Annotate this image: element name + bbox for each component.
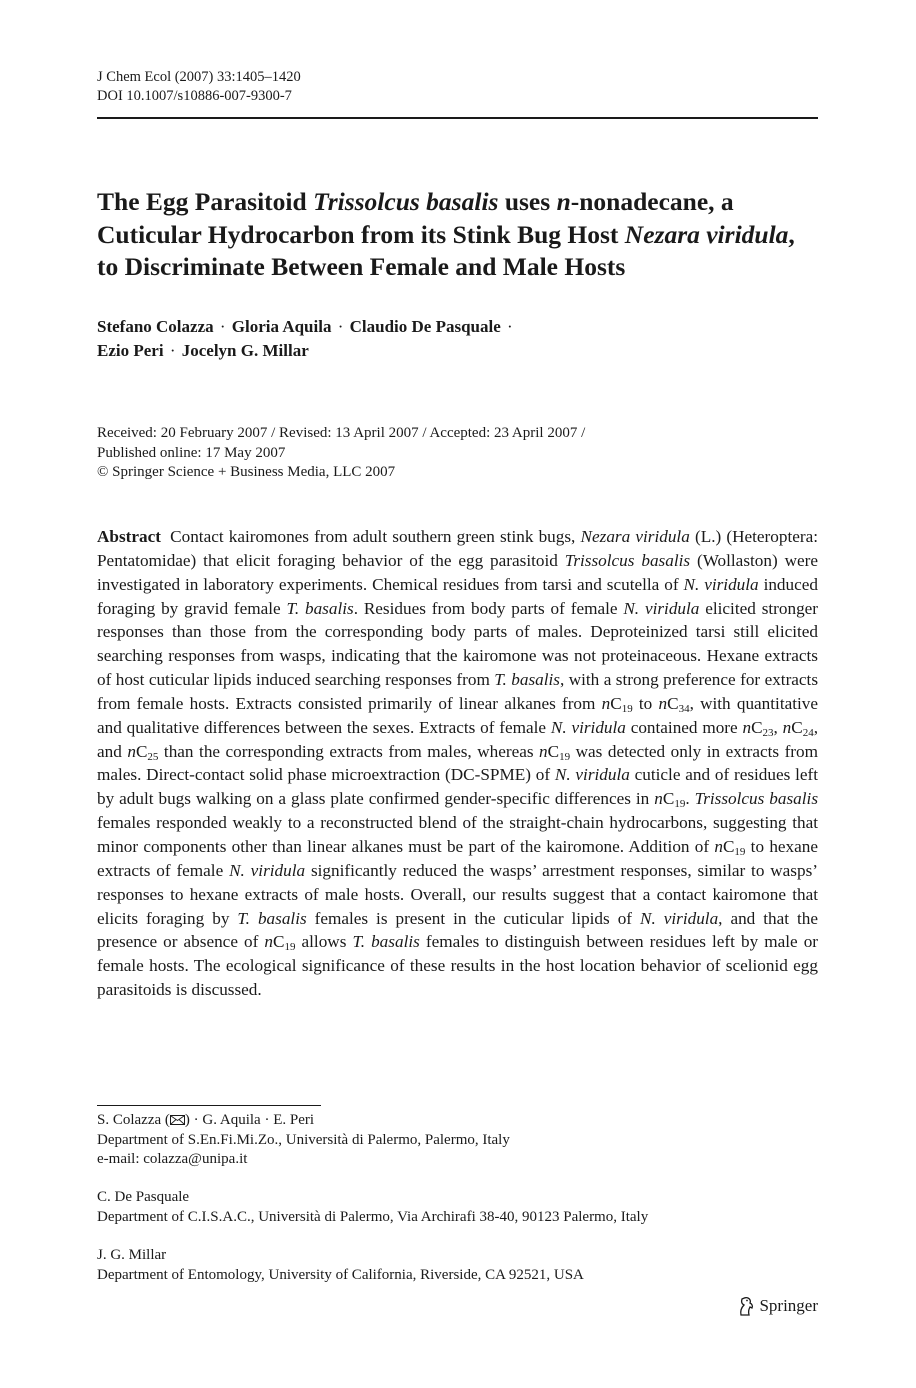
affiliation-block [97,1188,648,1227]
author-separator: · [507,317,513,336]
author-name: Ezio Peri [97,341,164,360]
article-title: The Egg Parasitoid Trissolcus basalis uses n-nonadecane, a Cuticular Hydrocarbon from its Stink Bug Host Nezara viridula, to Discriminate Between Female and Male Hosts [97,187,795,281]
author-separator: · [219,317,226,336]
affiliation-names: J. G. Millar [97,1247,167,1263]
author-separator: · [169,341,176,360]
affiliation-block [97,1246,584,1285]
affiliation-names: S. Colazza ( ) · G. Aquila · E. Peri [97,1112,315,1128]
publisher-logo [737,1296,818,1316]
affiliation-department: Department of S.En.Fi.Mi.Zo., Università di Palermo, Palermo, Italy [97,1131,510,1148]
abstract-heading: Abstract [97,527,161,546]
publisher-name: Springer [759,1296,818,1315]
copyright-line: © Springer Science + Business Media, LLC 2007 [97,464,396,480]
affiliation-block [97,1111,510,1170]
author-name: Jocelyn G. Millar [181,341,309,360]
author-separator: · [337,317,344,336]
journal-citation: J Chem Ecol (2007) 33:1405–1420 [97,69,301,85]
author-name: Gloria Aquila [231,317,332,336]
affiliation-names: C. De Pasquale [97,1189,190,1205]
received-revised-accepted: Received: 20 February 2007 / Revised: 13 April 2007 / Accepted: 23 April 2007 / [97,425,586,441]
envelope-icon [170,1115,185,1125]
author-list [97,315,515,363]
journal-header [97,68,301,106]
abstract: Abstract Contact kairomones from adult southern green stink bugs, Nezara viridula (L.) (Heteroptera: Pentatomidae) that elicit foraging behavior of the egg parasitoid Trissolcus basalis (Wollaston) were investigated in laboratory experiments. Chemical residues from tarsi and scutella of N. viridula induced foraging by gravid female T. basalis. Residues from body parts of female N. viridula elicited stronger responses than those from the corresponding body parts of males. Deproteinized tarsi still elicited searching responses from wasps, indicating that the kairomone was not proteinaceous. Hexane extracts of host cuticular lipids induced searching responses from T. basalis, with a strong preference for extracts from female hosts. Extracts consisted primarily of linear alkanes from $nC_{19}$ to $nC_{34}$, with quantitative and qualitative differences between the sexes. Extracts of female N. viridula contained more $nC_{23}$, $nC_{24}$, and $nC_{25}$ than the corresponding extracts from males, whereas $nC_{19}$ was detected only in extracts from males. Direct-contact solid phase microextraction (DC-SPME) of N. viridula cuticle and of residues left by adult bugs walking on a glass plate confirmed gender-specific differences in $nC_{19}$. Trissolcus basalis females responded weakly to a reconstructed blend of the straight-chain hydrocarbons, suggesting that minor components other than linear alkanes must be part of the kairomone. Addition of $nC_{19}$ to hexane extracts of female N. viridula significantly reduced the wasps’ arrestment responses, similar to wasps’ responses to hexane extracts of male hosts. Overall, our results suggest that a contact kairomone that elicits foraging by T. basalis females is present in the cuticular lipids of N. viridula, and that the presence or absence of $nC_{19}$ allows T. basalis females to distinguish between residues left by male or female hosts. The ecological significance of these results in the host location behavior of scelionid egg parasitoids is discussed. [97,527,819,1000]
author-name: Claudio De Pasquale [349,317,501,336]
journal-doi: DOI 10.1007/s10886-007-9300-7 [97,88,292,104]
springer-horse-icon [737,1296,755,1316]
published-online: Published online: 17 May 2007 [97,444,286,461]
publication-dates [97,424,585,483]
affiliation-department: Department of Entomology, University of California, Riverside, CA 92521, USA [97,1266,584,1283]
header-rule [97,117,818,119]
author-name: Stefano Colazza [97,317,214,336]
affiliation-department: Department of C.I.S.A.C., Università di Palermo, Via Archirafi 38-40, 90123 Palermo, Italy [97,1208,649,1225]
footnote-rule [97,1105,321,1106]
affiliation-email[interactable]: e-mail: colazza@unipa.it [97,1151,248,1167]
